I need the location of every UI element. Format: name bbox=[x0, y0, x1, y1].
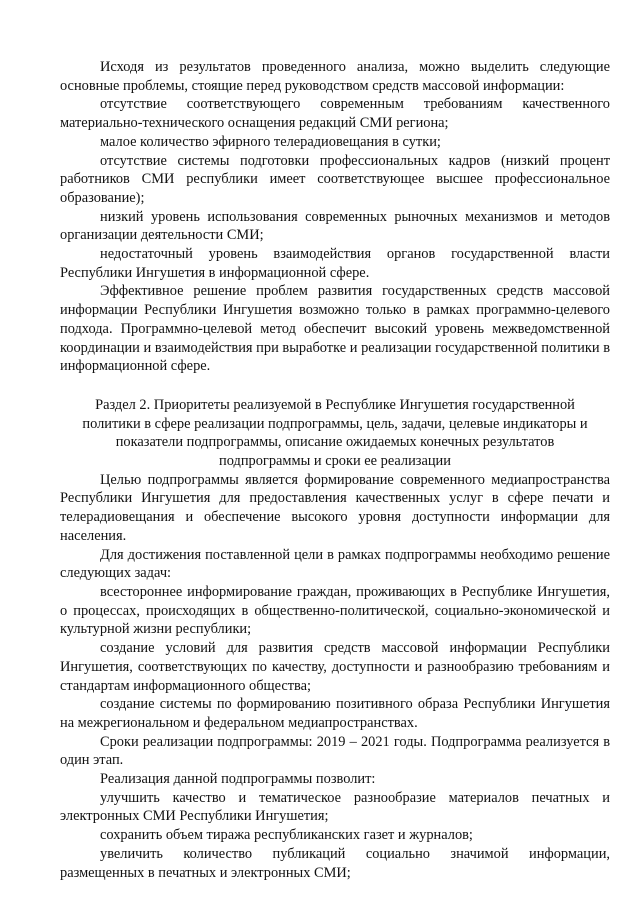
paragraph-goal: Целью подпрограммы является формирование современного медиапространства Республики Ингушетия для предоставления качественных услуг в сфере печати и телерадиовещания и обеспечение высокого уровня доступности информации для населения. bbox=[60, 471, 610, 544]
paragraph-problem-market: низкий уровень использования современных рыночных механизмов и методов организации деятельности СМИ; bbox=[60, 208, 610, 244]
paragraph-results-intro: Реализация данной подпрограммы позволит: bbox=[100, 771, 376, 788]
paragraph-solution: Эффективное решение проблем развития государственных средств массовой информации Республики Ингушетия возможно только в рамках программно-целевого подхода. Программно-целевой метод обеспечит высокий уровень межведомственной координации и взаимодействия при выработке и реализации государственной политики в информационной сфере. bbox=[60, 283, 610, 375]
paragraph-problem-broadcast: малое количество эфирного телерадиовещания в сутки; bbox=[100, 133, 441, 150]
paragraph-analysis-intro: Исходя из результатов проведенного анализа, можно выделить следующие основные проблемы, стоящие перед руководством средств массовой информации: bbox=[60, 59, 610, 94]
paragraph-result-publications: увеличить количество публикаций социально значимой информации, размещенных в печатных и электронных СМИ; bbox=[60, 845, 610, 881]
section-title bbox=[60, 396, 610, 471]
paragraph-result-circulation: сохранить объем тиража республиканских газет и журналов; bbox=[100, 827, 473, 844]
paragraph-task-conditions: создание условий для развития средств массовой информации Республики Ингушетия, соответствующих по качеству, доступности и разнообразию требованиям и стандартам информационного общества; bbox=[60, 640, 610, 694]
section-title-line: подпрограммы и сроки ее реализации bbox=[219, 453, 451, 470]
paragraph-problem-interaction: недостаточный уровень взаимодействия органов государственной власти Республики Ингушетия в информационной сфере. bbox=[60, 246, 610, 281]
paragraph-task-inform: всестороннее информирование граждан, проживающих в Республике Ингушетия, о процессах, происходящих в общественно-политической, социально-экономической и культурной жизни республики; bbox=[60, 583, 610, 638]
paragraph-task-image: создание системы по формированию позитивного образа Республики Ингушетия на межрегиональном и федеральном медиапространствах. bbox=[60, 696, 610, 731]
section-title-line: показатели подпрограммы, описание ожидаемых конечных результатов bbox=[115, 434, 555, 451]
paragraph-timeline: Сроки реализации подпрограммы: 2019 – 2021 годы. Подпрограмма реализуется в один этап. bbox=[60, 733, 610, 769]
section-title-line: Раздел 2. Приоритеты реализуемой в Республике Ингушетия государственной bbox=[95, 396, 575, 413]
section-title-line: политики в сфере реализации подпрограммы, цель, задачи, целевые индикаторы и bbox=[82, 415, 588, 432]
paragraph-result-quality: улучшить качество и тематическое разнообразие материалов печатных и электронных СМИ Республики Ингушетия; bbox=[60, 789, 610, 825]
paragraph-problem-training: отсутствие системы подготовки профессиональных кадров (низкий процент работников СМИ республики имеет соответствующее высшее профессиональное образование); bbox=[60, 152, 610, 206]
paragraph-problem-equipment: отсутствие соответствующего современным требованиям качественного материально-технического оснащения редакций СМИ региона; bbox=[60, 96, 610, 132]
paragraph-tasks-intro: Для достижения поставленной цели в рамках подпрограммы необходимо решение следующих задач: bbox=[60, 546, 610, 582]
